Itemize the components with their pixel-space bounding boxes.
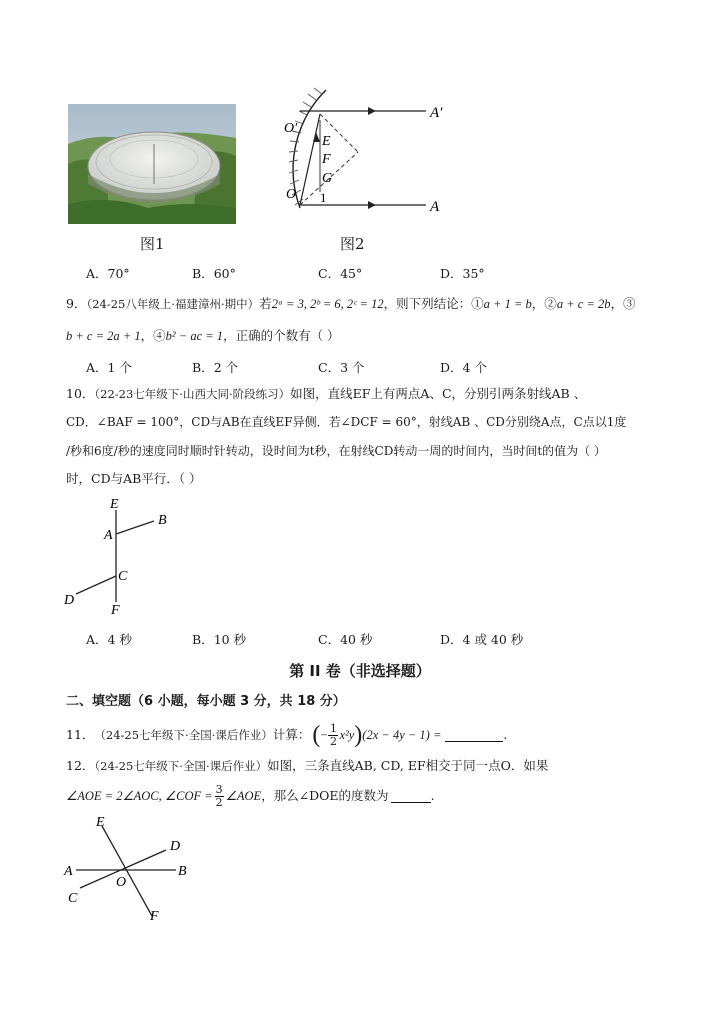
q10-line4: 时，CD与AB平行．（ ）: [66, 471, 202, 486]
q10-source: （22-23七年级下·山西大同·阶段练习）: [94, 387, 291, 401]
q11-monomial: x²y: [339, 728, 355, 742]
q9-line2: b + c = 2a + 1，④b² − ac = 1，正确的个数有（ ）: [66, 328, 340, 343]
q11-source: （24-25七年级下·全国·课后作业）: [94, 728, 273, 742]
section2-title: 二、填空题（6 小题，每小题 3 分，共 18 分）: [66, 694, 346, 709]
telescope-photo: [68, 104, 236, 224]
fig2-caption: 图2: [340, 235, 365, 253]
q10-label-d: D: [64, 593, 75, 608]
q8-option-a[interactable]: A．70°: [86, 266, 130, 281]
q10-option-d[interactable]: D．4 或 40 秒: [440, 632, 524, 647]
q11-number: 11．: [66, 727, 95, 742]
q8-option-b[interactable]: B．60°: [192, 266, 236, 281]
q9-conclusion-4: b² − ac = 1: [165, 329, 224, 343]
fig2-label-o-prime: O′: [284, 121, 298, 136]
q12-label-o: O: [116, 875, 127, 890]
q11-line: 11． （24-25七年级下·全国·课后作业） 计算： ( − 1 2 x²y ) (2x − 4y − 1) = .: [66, 721, 508, 748]
q10-option-c[interactable]: C．40 秒: [318, 632, 373, 647]
q12-line2: ∠AOE = 2∠AOC, ∠COF = 3 2 ∠AOE ，那么∠DOE的度数为 .: [66, 782, 435, 809]
q12-answer-blank[interactable]: [391, 790, 431, 803]
q11-frac-num: 1: [329, 721, 337, 735]
fig1-photo: [68, 104, 236, 224]
q9-source: （24-25八年级上·福建漳州·期中）: [86, 297, 260, 311]
q10-label-b: B: [158, 513, 167, 528]
fig2-label-g: G: [322, 171, 333, 186]
q10-line3: /秒和6度/秒的速度同时顺时针转动，设时间为t秒，在射线CD转动一周的时间内，当时间t的值为（ ）: [66, 444, 606, 458]
q12-figure: [60, 812, 200, 924]
fig2-label-a-prime: A′: [430, 105, 443, 121]
q11-frac-den: 2: [329, 734, 337, 748]
q9-line1: 9．（24-25八年级上·福建漳州·期中）若2ᵃ = 3, 2ᵇ = 6, 2ᶜ = 12，则下列结论：①a + 1 = b，②a + c = 2b，③: [66, 296, 636, 311]
fig2-label-angle-1: 1: [320, 190, 327, 205]
fig2-label-e: E: [322, 134, 331, 149]
q10-label-a: A: [104, 528, 113, 543]
q12-line1: 12．（24-25七年级下·全国·课后作业）如图，三条直线AB, CD, EF相交于同一点O．如果: [66, 758, 549, 773]
q11-expression: (2x − 4y − 1) =: [362, 728, 442, 742]
q12-label-c: C: [68, 891, 78, 906]
q10-label-e: E: [110, 497, 119, 512]
fig2-label-a: A: [430, 199, 440, 215]
q8-option-d[interactable]: D．35°: [440, 266, 485, 281]
q11-answer-blank[interactable]: [445, 729, 503, 742]
q10-figure: [60, 494, 180, 618]
q12-source: （24-25七年级下·全国·课后作业）: [94, 759, 268, 773]
fig2-diagram: [258, 80, 458, 225]
q9-conclusion-2: a + c = 2b: [556, 297, 611, 311]
q10-line1: 10．（22-23七年级下·山西大同·阶段练习）如图，直线EF上有两点A、C，分别引两条射线AB 、: [66, 386, 587, 401]
q9-option-d[interactable]: D．4 个: [440, 360, 487, 375]
q9-option-b[interactable]: B．2 个: [192, 360, 239, 375]
fig2-label-f: F: [322, 152, 331, 167]
q12-label-e: E: [96, 815, 105, 830]
q9-option-a[interactable]: A．1 个: [86, 360, 132, 375]
q10-label-c: C: [118, 569, 128, 584]
q12-label-a: A: [64, 864, 73, 879]
q10-option-a[interactable]: A．4 秒: [86, 632, 132, 647]
fig2-label-o: O: [286, 187, 297, 202]
q9-conclusion-3: b + c = 2a + 1: [66, 329, 141, 343]
q12-label-f: F: [150, 909, 159, 924]
q10-line2: CD．∠BAF = 100°，CD与AB在直线EF异侧．若∠DCF = 60°，射线AB 、CD分别绕A点，C点以1度: [66, 415, 627, 429]
q12-condition: ∠AOE = 2∠AOC, ∠COF =: [66, 789, 213, 803]
q10-label-f: F: [111, 603, 120, 618]
q10-number: 10．: [66, 386, 95, 401]
q10-option-b[interactable]: B．10 秒: [192, 632, 247, 647]
q9-conclusion-1: a + 1 = b: [483, 297, 532, 311]
fig1-caption: 图1: [140, 235, 165, 253]
q12-label-b: B: [178, 864, 187, 879]
q9-number: 9．: [66, 296, 87, 311]
q12-label-d: D: [170, 839, 181, 854]
q12-number: 12．: [66, 758, 95, 773]
part2-title: 第 II 卷（非选择题）: [289, 662, 431, 680]
q9-given: 2ᵃ = 3, 2ᵇ = 6, 2ᶜ = 12: [271, 297, 384, 311]
q8-option-c[interactable]: C．45°: [318, 266, 363, 281]
q9-option-c[interactable]: C．3 个: [318, 360, 365, 375]
